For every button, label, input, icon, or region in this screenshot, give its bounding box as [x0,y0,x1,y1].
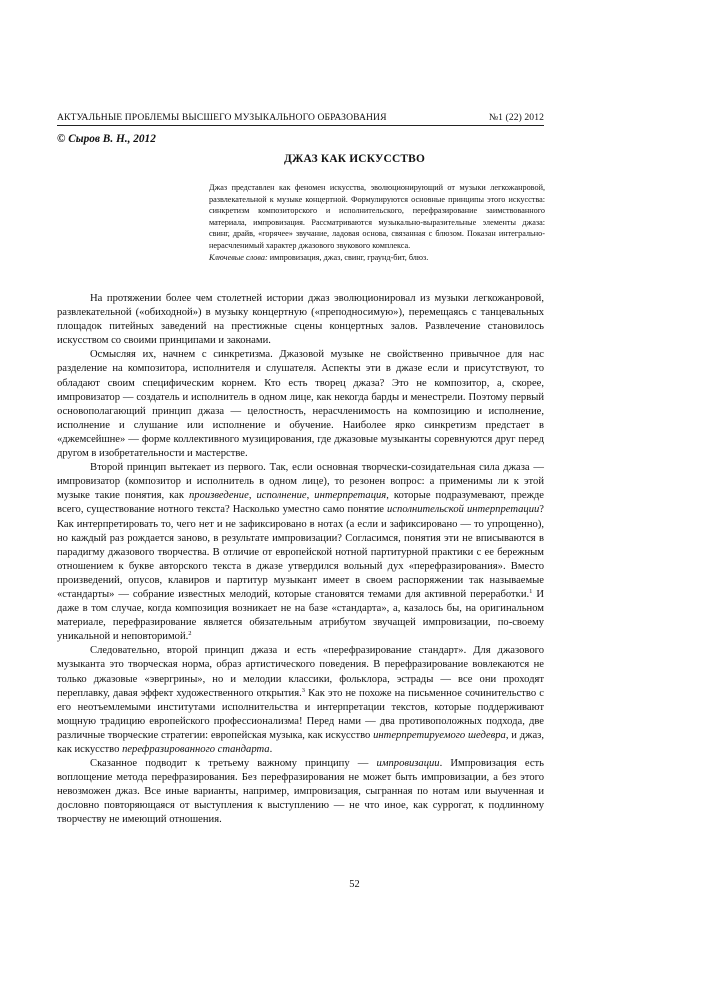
footnote-ref: 3 [301,686,305,694]
term-italic: интерпретируемого шедевра [373,729,506,741]
term-italic: импровизации [376,758,440,770]
abstract-text: Джаз представлен как феномен искусства, эволюционирующий от музыки легкожанровой, развлекательной к музыке концертной. Формулируются основные принципы этого искусства: синкретизм композиторского и исполнительского, перефразирование заимствованного материала, импровизация. Рассматриваются музыкально-выразительные элементы джаза: свинг, драйв, «горячее» звучание, ладовая основа, связанная с блюзом. Показан интегрально-нерасчленимый характер джазового звукового комплекса. [209,183,545,250]
paragraph-5: Сказанное подводит к третьему важному принципу — импровизации. Импровизация есть воплощение метода перефразирования. Без перефразирования не может быть импровизации, а без этого невозможен джаз. Все иные варианты, например, импровизация, сыгранная по нотам или выученная и дословно повторяющаяся от выступления к выступлению — не что иное, как суррогат, к подлинному творчеству не имеющий отношения. [57,758,544,826]
article-body [57,292,544,828]
paragraph-1: На протяжении более чем столетней истории джаз эволюционировал из музыки легкожанровой, развлекательной («обиходной») в музыку концертную («преподносимую»), перемещаясь с танцевальных площадок питейных заведений на престижные сцены концертных залов. Развлечение становилось искусством со своими принципами и законами. [57,293,544,347]
paragraph-2: Осмысляя их, начнем с синкретизма. Джазовой музыке не свойственно привычное для нас разделение на композитора, исполнителя и слушателя. Аспекты эти в джазе если и присутствуют, то обладают своим специфическим корнем. Кто есть творец джаза? Это не композитор, а, скорее, импровизатор — создатель и исполнитель в одном лице, как некогда барды и менестрели. Поэтому первый основополагающий принцип джаза — целостность, нерасчленимость на композицию и исполнение, исполнение и слушание или исполнение и обучение. Наиболее ярко синкретизм предстает в «джемсейшне» — форме коллективного музицирования, где джазовые музыканты соревнуются друг перед другом в изобретательности и мастерстве. [57,349,544,460]
page-number: 52 [349,879,360,890]
term-italic: исполнение [256,490,307,502]
abstract [209,182,545,263]
term-italic: исполнительской интерпретации [387,504,540,516]
keywords-list: импровизация, джаз, свинг, граунд-бит, блюз. [267,252,429,262]
keywords-line [209,252,545,264]
issue-number: №1 (22) 2012 [488,112,544,123]
keywords-label: Ключевые слова: [209,252,268,262]
paragraph-4: Следовательно, второй принцип джаза и есть «перефразирование стандарт». Для джазового музыканта это творческая норма, образ артистического поведения. В перефразирование вовлекаются не только джазовые «эвергрины», но и мелодии классики, фольклора, эстрады — все они проходят переплавку, давая эффект художественного открытия.$^3$ Как это не похоже на письменное сочинительство с его неотъемлемыми институтами исполнительства и интерпретации текстов, которые поддерживают мощную традицию европейского профессионализма! Перед нами — два противоположных подхода, две различные творческие стратегии: европейская музыка, как искусство интерпретируемого шедевра, и джаз, как искусство перефразированного стандарта. [57,645,545,755]
term-italic: интерпретация [314,490,387,502]
copyright-line: © Сыров В. Н., 2012 [57,133,156,145]
term-italic: произведение [189,490,249,502]
footnote-ref: 2 [188,630,192,638]
paragraph-3: Второй принцип вытекает из первого. Так, если основная творчески-созидательная сила джаза — импровизатор (композитор и исполнитель в одном лице), то резонен вопрос: а применимы ли к этой музыке такие понятия, как произведение, исполнение, интерпретация, которые подразумевают, прежде всего, существование нотного текста? Насколько уместно само понятие исполнительской интерпретации? Как интерпретировать то, чего нет и не зафиксировано в нотах (а если и зафиксировано — то упрощенно), но каждый раз рождается заново, в результате импровизации? Согласимся, понятия эти не вписываются в парадигму джазового творчества. В отличие от европейской нотной партитурной практики с ее бережным отношением к букве авторского текста в джазе утвердился вольный дух «перефразирования». Вместо произведений, опусов, клавиров и партитур музыкант имеет в своем распоряжении так называемые «стандарты» — собрание известных мелодий, которые становятся темами для активной переработки.$^1$ И даже в том случае, когда композиция возникает не на базе «стандарта», а, казалось бы, на оригинальном материале, перефразирование является обязательным атрибутом звучащей импровизации, по-своему уникальной и неповторимой.$^2$ [57,462,544,643]
footnote-ref: 1 [529,587,533,595]
term-italic: перефразированного стандарта [122,744,270,755]
article-title: ДЖАЗ КАК ИСКУССТВО [283,153,426,165]
running-header [57,112,544,126]
journal-name: АКТУАЛЬНЫЕ ПРОБЛЕМЫ ВЫСШЕГО МУЗЫКАЛЬНОГО ОБРАЗОВАНИЯ [57,112,387,123]
